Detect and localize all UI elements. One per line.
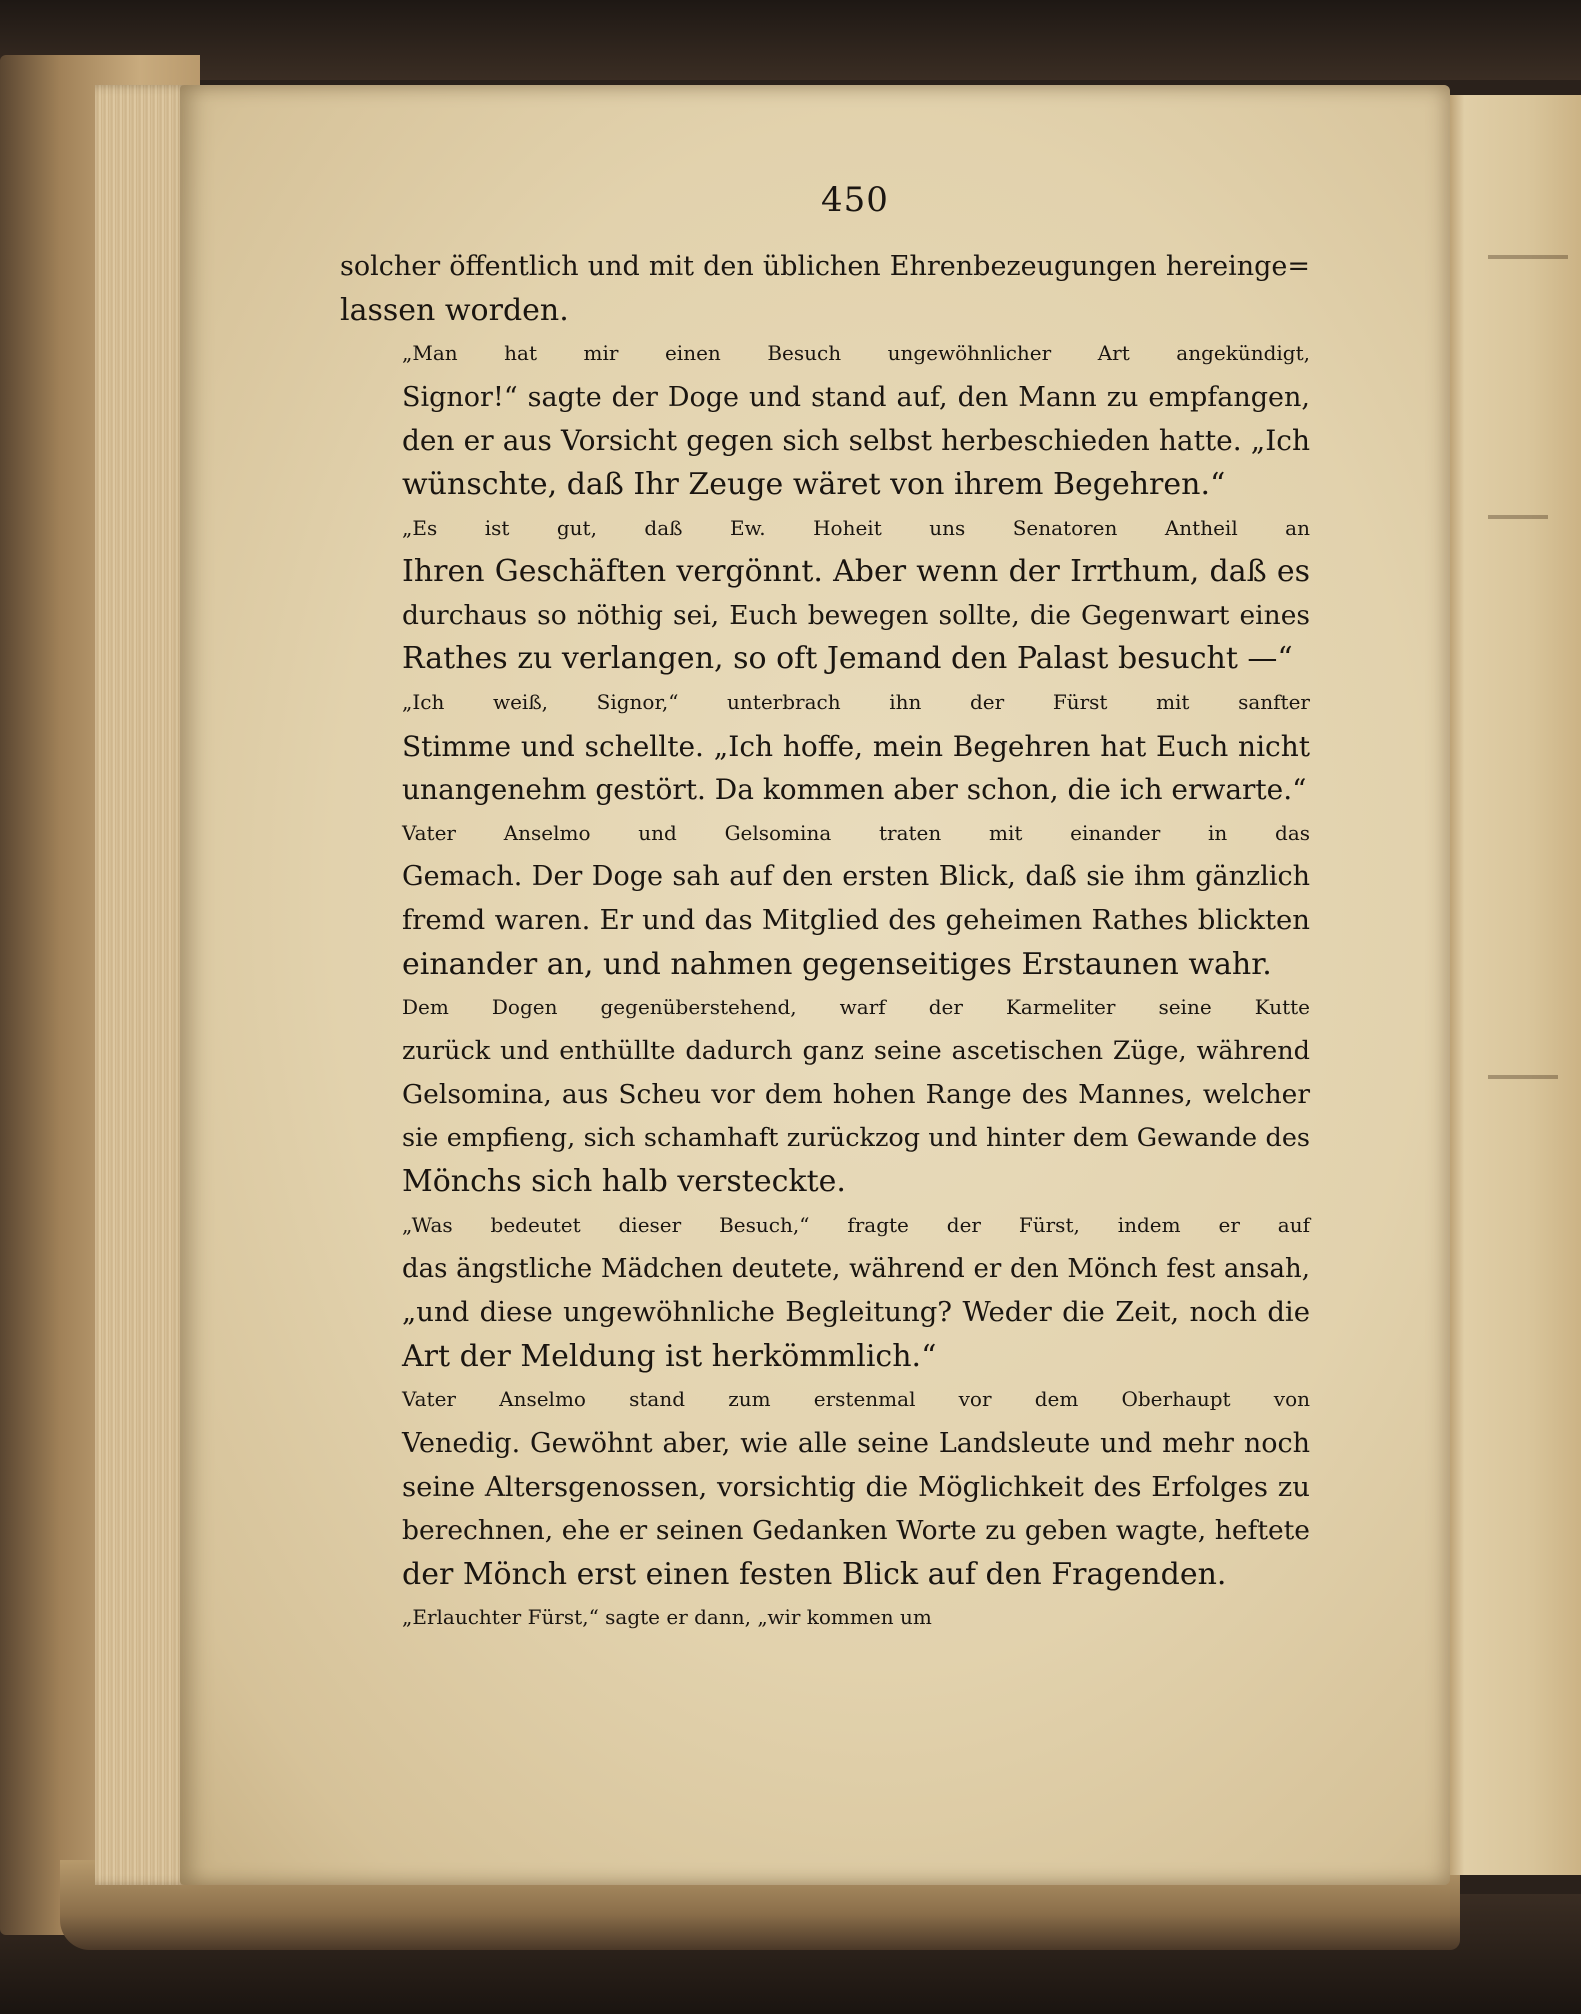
text-line: der Mönch erst einen festen Blick auf den Fragenden. [402, 1556, 1227, 1592]
paragraph [340, 245, 1310, 332]
paragraph [340, 1596, 1310, 1640]
text-line: fremd waren. Er und das Mitglied des geheimen Rathes blickten [402, 903, 1310, 936]
bleed-through-mark [1488, 1075, 1558, 1079]
background-top [0, 0, 1581, 80]
text-line: Gelsomina, aus Scheu vor dem hohen Range des Mannes, welcher [402, 1079, 1310, 1111]
paragraph [340, 681, 1310, 812]
text-line: Rathes zu verlangen, so oft Jemand den Palast besucht —“ [402, 641, 1293, 677]
paragraph [340, 507, 1310, 681]
paragraph [340, 332, 1310, 506]
text-line: Vater Anselmo stand zum erstenmal vor dem Oberhaupt von [402, 1387, 1310, 1412]
text-line: einander an, und nahmen gegenseitiges Erstaunen wahr. [402, 946, 1272, 982]
text-line: „Was bedeutet dieser Besuch,“ fragte der Fürst, indem er auf [402, 1213, 1310, 1238]
page-number: 450 [821, 180, 889, 220]
paragraph [340, 812, 1310, 986]
text-line: „Es ist gut, daß Ew. Hoheit uns Senatoren Antheil an [402, 515, 1310, 540]
text-line: Dem Dogen gegenüberstehend, warf der Karmeliter seine Kutte [402, 995, 1310, 1020]
text-line: Ihren Geschäften vergönnt. Aber wenn der Irrthum, daß es [402, 554, 1310, 590]
text-line: unangenehm gestört. Da kommen aber schon, die ich erwarte.“ [402, 773, 1307, 807]
text-line: solcher öffentlich und mit den üblichen Ehrenbezeugungen hereinge= [340, 251, 1310, 282]
text-line: Vater Anselmo und Gelsomina traten mit einander in das [402, 820, 1310, 845]
text-line: Mönchs sich halb versteckte. [402, 1164, 846, 1200]
text-line: Signor!“ sagte der Doge und stand auf, den Mann zu empfangen, [402, 381, 1310, 413]
text-line: „und diese ungewöhnliche Begleitung? Weder die Zeit, noch die [402, 1296, 1310, 1329]
text-line: Venedig. Gewöhnt aber, wie alle seine Landsleute und mehr noch [402, 1428, 1310, 1460]
bleed-through-mark [1488, 515, 1548, 519]
text-line: durchaus so nöthig sei, Euch bewegen sollte, die Gegenwart eines [402, 599, 1310, 631]
text-line: wünschte, daß Ihr Zeuge wäret von ihrem Begehren.“ [402, 466, 1226, 502]
text-line: den er aus Vorsicht gegen sich selbst herbeschieden hatte. „Ich [402, 424, 1310, 458]
text-line: berechnen, ehe er seinen Gedanken Worte zu geben wagte, heftete [402, 1515, 1310, 1547]
page-body-text [340, 245, 1310, 1640]
text-line: „Ich weiß, Signor,“ unterbrach ihn der Fürst mit sanfter [402, 689, 1310, 714]
text-line: Stimme und schellte. „Ich hoffe, mein Begehren hat Euch nicht [402, 729, 1310, 763]
next-page-edge [1445, 95, 1581, 1875]
text-line: Art der Meldung ist herkömmlich.“ [402, 1338, 937, 1374]
text-line: das ängstliche Mädchen deutete, während er den Mönch fest ansah, [402, 1253, 1310, 1284]
text-line: sie empfieng, sich schamhaft zurückzog und hinter dem Gewande des [402, 1122, 1310, 1153]
bleed-through-mark [1488, 255, 1568, 259]
text-line: zurück und enthüllte dadurch ganz seine ascetischen Züge, während [402, 1035, 1310, 1066]
text-line: seine Altersgenossen, vorsichtig die Möglichkeit des Erfolges zu [402, 1470, 1310, 1503]
paragraph [340, 1378, 1310, 1596]
text-line: lassen worden. [340, 292, 569, 328]
paragraph [340, 986, 1310, 1204]
text-line: „Man hat mir einen Besuch ungewöhnlicher Art angekündigt, [402, 341, 1310, 366]
paragraph [340, 1204, 1310, 1378]
text-line: „Erlauchter Fürst,“ sagte er dann, „wir kommen um [402, 1605, 932, 1630]
page-stack-edge [95, 85, 190, 1885]
text-line: Gemach. Der Doge sah auf den ersten Blick, daß sie ihm gänzlich [402, 861, 1310, 893]
